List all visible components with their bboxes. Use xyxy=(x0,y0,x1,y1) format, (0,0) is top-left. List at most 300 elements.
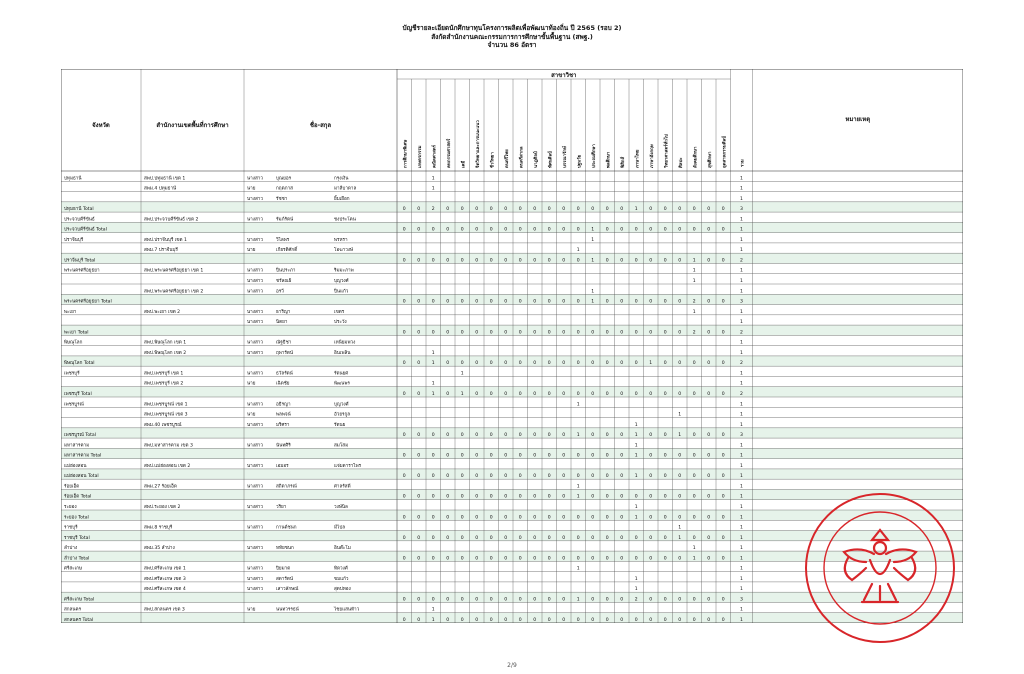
subject-total-cell: 0 xyxy=(431,453,435,459)
subject-total-cell: 1 xyxy=(460,392,464,397)
subject-total-cell: 0 xyxy=(692,474,696,480)
province-total-label: มหาสารคาม Total xyxy=(64,453,102,459)
subject-total-cell: 0 xyxy=(562,207,566,213)
row-total-cell: 2 xyxy=(740,392,743,397)
subject-total-cell: 0 xyxy=(533,361,537,367)
subject-total-cell: 0 xyxy=(649,474,653,480)
subject-total-cell: 0 xyxy=(417,597,421,603)
province-cell: สกลนคร xyxy=(64,607,82,613)
subject-count-cell: 1 xyxy=(692,268,696,274)
subject-total-cell: 0 xyxy=(576,618,580,623)
first-name: ชรัลณธิ xyxy=(276,279,292,284)
subject-total-cell: 0 xyxy=(547,556,551,562)
subject-header: ดนตรีไทย xyxy=(504,149,510,168)
subject-total-cell: 0 xyxy=(678,361,682,367)
last-name: พรหรา xyxy=(334,237,348,243)
subject-total-cell: 0 xyxy=(533,299,537,305)
row-total-cell: 1 xyxy=(740,381,743,387)
subject-total-cell: 0 xyxy=(620,361,624,367)
subject-total-cell: 0 xyxy=(649,597,653,603)
subject-total-cell: 0 xyxy=(417,618,421,623)
last-name: ทิดวงศ์ xyxy=(334,566,348,572)
subject-total-cell: 0 xyxy=(417,474,421,480)
subject-total-cell: 0 xyxy=(460,494,464,500)
subject-total-cell: 0 xyxy=(533,207,537,213)
subject-header: ชีววิทยา xyxy=(490,152,496,168)
subject-total-cell: 0 xyxy=(605,207,609,213)
subject-total-cell: 0 xyxy=(431,330,435,336)
subject-total-cell: 0 xyxy=(620,474,624,480)
subject-total-cell: 1 xyxy=(591,227,595,233)
province-total-label: สกลนคร Total xyxy=(64,618,94,623)
row-total-cell: 1 xyxy=(740,186,743,192)
subject-total-cell: 0 xyxy=(634,330,638,336)
province-cell: พระนครศรีอยุธยา xyxy=(64,268,100,274)
name-title: นางสาว xyxy=(247,320,263,326)
row-total-cell: 1 xyxy=(740,474,743,480)
province-cell: ปราจีนบุรี xyxy=(64,237,84,243)
subject-total-cell: 0 xyxy=(475,453,479,459)
subject-total-cell: 0 xyxy=(518,535,522,541)
subject-total-cell: 0 xyxy=(489,392,493,397)
subject-total-cell: 0 xyxy=(489,453,493,459)
row-total-cell: 1 xyxy=(740,463,743,469)
subject-total-cell: 0 xyxy=(649,433,653,439)
first-name: เฉิดชัย xyxy=(276,381,290,387)
row-total-cell: 1 xyxy=(740,453,743,459)
subject-total-cell: 0 xyxy=(504,597,508,603)
office-cell: สพม.8 ราชบุรี xyxy=(144,525,173,531)
first-name: เกียรติศักดิ์ xyxy=(276,248,298,254)
row-total-cell: 3 xyxy=(740,433,743,439)
subject-total-cell: 0 xyxy=(504,258,508,264)
subject-total-cell: 0 xyxy=(460,535,464,541)
subject-total-cell: 0 xyxy=(533,392,537,397)
subject-total-cell: 0 xyxy=(533,597,537,603)
last-name: สมโสม xyxy=(334,443,349,449)
row-total-cell: 1 xyxy=(740,289,743,295)
subject-total-cell: 0 xyxy=(533,618,537,623)
subject-total-cell: 0 xyxy=(707,474,711,480)
first-name: วริยา xyxy=(276,505,287,510)
subject-total-cell: 0 xyxy=(489,618,493,623)
name-title: นางสาว xyxy=(247,443,263,449)
subject-total-cell: 0 xyxy=(707,207,711,213)
subject-total-cell: 0 xyxy=(446,535,450,541)
subject-total-cell: 1 xyxy=(649,361,653,367)
subject-header: คหกรรมศาสตร์ xyxy=(446,138,452,168)
subject-total-cell: 0 xyxy=(446,597,450,603)
subject-total-cell: 0 xyxy=(620,597,624,603)
subject-total-cell: 0 xyxy=(417,515,421,521)
name-title: นางสาว xyxy=(247,350,263,356)
subject-total-cell: 0 xyxy=(692,597,696,603)
subject-total-cell: 0 xyxy=(518,227,522,233)
subject-total-cell: 0 xyxy=(663,618,667,623)
subject-count-cell: 1 xyxy=(431,186,435,192)
office-cell: สพม.27 ร้อยเอ็ด xyxy=(144,484,177,490)
subject-total-cell: 0 xyxy=(504,494,508,500)
subject-total-cell: 0 xyxy=(460,597,464,603)
subject-total-cell: 1 xyxy=(634,453,638,459)
subject-total-cell: 0 xyxy=(663,258,667,264)
header-name: ชื่อ-สกุล xyxy=(309,122,332,129)
subject-total-cell: 0 xyxy=(475,515,479,521)
last-name: เหนียมพ่วง xyxy=(334,340,356,346)
name-title: นางสาว xyxy=(247,422,263,428)
name-title: นาย xyxy=(247,412,256,418)
subject-total-cell: 0 xyxy=(591,494,595,500)
row-total-cell: 1 xyxy=(740,237,743,243)
subject-total-cell: 0 xyxy=(547,618,551,623)
subject-total-cell: 0 xyxy=(576,330,580,336)
subject-total-cell: 0 xyxy=(707,227,711,233)
first-name: หทัยชนก xyxy=(276,546,294,552)
document-title xyxy=(0,24,1024,50)
subject-total-cell: 0 xyxy=(475,618,479,623)
subject-total-cell: 0 xyxy=(562,392,566,397)
last-name: โอฆาวงษ์ xyxy=(334,248,354,254)
subject-total-cell: 0 xyxy=(460,258,464,264)
subject-total-cell: 0 xyxy=(591,433,595,439)
subject-total-cell: 1 xyxy=(431,392,435,397)
row-total-cell: 1 xyxy=(740,484,743,490)
subject-total-cell: 0 xyxy=(707,515,711,521)
subject-total-cell: 0 xyxy=(605,453,609,459)
subject-total-cell: 0 xyxy=(605,361,609,367)
subject-total-cell: 0 xyxy=(678,618,682,623)
first-name: นันทศิริ xyxy=(276,443,291,449)
subject-total-cell: 0 xyxy=(663,433,667,439)
subject-total-cell: 0 xyxy=(518,556,522,562)
subject-total-cell: 0 xyxy=(576,258,580,264)
subject-total-cell: 0 xyxy=(620,515,624,521)
subject-total-cell: 0 xyxy=(721,299,725,305)
subject-total-cell: 0 xyxy=(591,556,595,562)
subject-total-cell: 0 xyxy=(721,535,725,541)
subject-total-cell: 0 xyxy=(518,453,522,459)
first-name: นนทวรรธน์ xyxy=(276,607,299,613)
subject-total-cell: 0 xyxy=(547,361,551,367)
province-total-label: ราชบุรี Total xyxy=(64,535,90,541)
subject-total-cell: 0 xyxy=(562,618,566,623)
subject-total-cell: 0 xyxy=(533,515,537,521)
subject-total-cell: 0 xyxy=(402,618,406,623)
name-title: นางสาว xyxy=(247,484,263,490)
subject-total-cell: 0 xyxy=(591,392,595,397)
subject-total-cell: 0 xyxy=(475,494,479,500)
subject-count-cell: 1 xyxy=(634,576,638,582)
subject-header: ศิลปะ xyxy=(678,157,684,168)
subject-total-cell: 0 xyxy=(576,361,580,367)
subject-total-cell: 0 xyxy=(721,392,725,397)
name-title: นางสาว xyxy=(247,279,263,284)
subject-total-cell: 0 xyxy=(504,474,508,480)
subject-total-cell: 0 xyxy=(417,556,421,562)
province-total-label: เพชรบุรี Total xyxy=(64,392,92,397)
subject-total-cell: 0 xyxy=(460,474,464,480)
subject-total-cell: 0 xyxy=(678,515,682,521)
subject-total-cell: 0 xyxy=(678,453,682,459)
subject-total-cell: 0 xyxy=(663,494,667,500)
subject-total-cell: 0 xyxy=(721,361,725,367)
subject-total-cell: 0 xyxy=(721,556,725,562)
last-name: กรุงเงิน xyxy=(334,176,349,182)
subject-total-cell: 0 xyxy=(576,515,580,521)
subject-total-cell: 0 xyxy=(692,227,696,233)
subject-header: บรรณารักษ์ xyxy=(562,146,568,168)
subject-header: ปฐมวัย xyxy=(577,154,583,168)
name-title: นางสาว xyxy=(247,371,263,377)
subject-total-cell: 0 xyxy=(402,258,406,264)
subject-total-cell: 0 xyxy=(605,535,609,541)
subject-total-cell: 0 xyxy=(605,299,609,305)
subject-total-cell: 0 xyxy=(721,433,725,439)
province-total-label: ร้อยเอ็ด Total xyxy=(64,494,92,500)
subject-total-cell: 0 xyxy=(562,227,566,233)
subject-total-cell: 0 xyxy=(431,597,435,603)
subject-total-cell: 0 xyxy=(417,433,421,439)
office-cell: สพป.ปทุมธานี เขต 1 xyxy=(144,176,186,182)
subject-total-cell: 0 xyxy=(489,207,493,213)
subject-total-cell: 0 xyxy=(431,556,435,562)
subject-total-cell: 0 xyxy=(591,474,595,480)
subject-header: เคมี xyxy=(461,160,467,168)
subject-total-cell: 0 xyxy=(591,618,595,623)
subject-header: เกษตรกรรม xyxy=(417,145,423,168)
row-total-cell: 1 xyxy=(740,309,743,315)
subject-total-cell: 0 xyxy=(533,535,537,541)
row-total-cell: 1 xyxy=(740,576,743,582)
subject-count-cell: 1 xyxy=(634,443,638,449)
first-name: กฤตภาส xyxy=(276,186,293,192)
province-cell: เพชรบุรี xyxy=(64,371,80,377)
subject-header: ภาษาอังกฤษ xyxy=(649,144,655,168)
subject-total-cell: 0 xyxy=(518,618,522,623)
subject-total-cell: 0 xyxy=(649,453,653,459)
last-name: มาลีบาดาล xyxy=(334,186,357,192)
subject-total-cell: 0 xyxy=(518,494,522,500)
row-total-cell: 1 xyxy=(740,515,743,521)
last-name: ชงประโคน xyxy=(334,217,356,223)
subject-total-cell: 0 xyxy=(649,258,653,264)
first-name: วิไลพร xyxy=(276,237,290,243)
subject-total-cell: 1 xyxy=(634,433,638,439)
subject-total-cell: 0 xyxy=(431,535,435,541)
province-total-label: ศรีสะเกษ Total xyxy=(64,597,95,603)
name-title: นางสาว xyxy=(247,309,263,315)
province-cell: ศรีสะเกษ xyxy=(64,566,83,572)
last-name: ริมมะภาพ xyxy=(334,268,354,274)
subject-total-cell: 0 xyxy=(402,227,406,233)
subject-total-cell: 0 xyxy=(475,227,479,233)
subject-total-cell: 0 xyxy=(460,207,464,213)
subject-total-cell: 0 xyxy=(417,299,421,305)
office-cell: สพม.40 เพชรบูรณ์ xyxy=(144,422,182,428)
subject-total-cell: 0 xyxy=(649,556,653,562)
subject-total-cell: 0 xyxy=(431,515,435,521)
office-cell: สพป.พิษณุโลก เขต 1 xyxy=(144,340,187,346)
subject-total-cell: 0 xyxy=(475,597,479,603)
subject-total-cell: 0 xyxy=(460,453,464,459)
subject-total-cell: 0 xyxy=(402,556,406,562)
total-row-shade xyxy=(61,222,963,232)
row-total-cell: 1 xyxy=(740,443,743,449)
subject-total-cell: 0 xyxy=(562,433,566,439)
last-name: อ้วยรกูล xyxy=(334,412,351,418)
subject-count-cell: 1 xyxy=(678,412,682,418)
last-name: เขตร xyxy=(334,309,345,315)
subject-total-cell: 0 xyxy=(533,433,537,439)
subject-total-cell: 2 xyxy=(692,330,696,336)
row-total-cell: 2 xyxy=(740,330,743,336)
subject-total-cell: 0 xyxy=(707,330,711,336)
subject-count-cell: 1 xyxy=(634,505,638,510)
subject-total-cell: 0 xyxy=(591,597,595,603)
subject-total-cell: 0 xyxy=(620,618,624,623)
name-title: นางสาว xyxy=(247,196,263,202)
subject-total-cell: 0 xyxy=(663,474,667,480)
province-cell: ราชบุรี xyxy=(64,525,78,531)
subject-total-cell: 0 xyxy=(562,597,566,603)
subject-total-cell: 0 xyxy=(576,227,580,233)
subject-total-cell: 0 xyxy=(663,330,667,336)
row-total-cell: 1 xyxy=(740,371,743,377)
subject-total-cell: 0 xyxy=(446,433,450,439)
row-total-cell: 2 xyxy=(740,258,743,264)
first-name: ปิยมาต xyxy=(276,566,291,572)
subject-total-cell: 0 xyxy=(634,392,638,397)
subject-total-cell: 0 xyxy=(504,618,508,623)
subject-total-cell: 0 xyxy=(504,361,508,367)
subject-total-cell: 0 xyxy=(402,474,406,480)
subject-total-cell: 0 xyxy=(489,535,493,541)
subject-total-cell: 0 xyxy=(620,433,624,439)
subject-total-cell: 0 xyxy=(663,556,667,562)
subject-total-cell: 0 xyxy=(460,515,464,521)
subject-header: อุตสาหกรรมศิลป์ xyxy=(722,135,728,168)
first-name: สถิตาภรณ์ xyxy=(276,484,297,490)
subject-total-cell: 0 xyxy=(591,207,595,213)
title-line-1: บัญชีรายละเอียดนักศึกษาทุนโครงการผลิตเพื่อพัฒนาท้องถิ่น ปี 2565 (รอบ 2) xyxy=(402,24,622,32)
subject-total-cell: 0 xyxy=(533,556,537,562)
subject-total-cell: 0 xyxy=(417,453,421,459)
subject-total-cell: 0 xyxy=(475,258,479,264)
subject-total-cell: 0 xyxy=(547,392,551,397)
subject-total-cell: 0 xyxy=(518,597,522,603)
subject-total-cell: 0 xyxy=(547,330,551,336)
subject-total-cell: 0 xyxy=(707,535,711,541)
subject-total-cell: 0 xyxy=(562,494,566,500)
subject-total-cell: 0 xyxy=(707,299,711,305)
subject-total-cell: 0 xyxy=(620,227,624,233)
province-cell: ลำปาง xyxy=(64,546,78,552)
subject-total-cell: 0 xyxy=(634,556,638,562)
province-cell: ร้อยเอ็ด xyxy=(64,484,80,490)
subject-total-cell: 0 xyxy=(402,597,406,603)
total-row-shade xyxy=(61,387,963,397)
last-name: ศาลรัสดี xyxy=(334,484,351,490)
page-number: 2/9 xyxy=(507,662,517,669)
subject-total-cell: 0 xyxy=(446,453,450,459)
subject-count-cell: 1 xyxy=(576,402,580,408)
subject-total-cell: 0 xyxy=(663,227,667,233)
subject-total-cell: 0 xyxy=(533,453,537,459)
subject-total-cell: 0 xyxy=(649,515,653,521)
subject-total-cell: 1 xyxy=(678,433,682,439)
subject-total-cell: 0 xyxy=(417,494,421,500)
office-cell: สพม.4 ปทุมธานี xyxy=(144,186,177,192)
province-total-label: พะเยา Total xyxy=(64,330,89,336)
province-cell: แม่ฮ่องสอน xyxy=(64,463,87,469)
subject-total-cell: 0 xyxy=(446,618,450,623)
subject-count-cell: 1 xyxy=(634,422,638,428)
row-total-cell: 1 xyxy=(740,587,743,593)
name-title: นางสาว xyxy=(247,546,263,552)
subject-total-cell: 1 xyxy=(576,433,580,439)
subject-total-cell: 0 xyxy=(692,207,696,213)
subject-total-cell: 0 xyxy=(707,597,711,603)
province-total-label: ประจวบคีรีขันธ์ Total xyxy=(64,227,107,233)
subject-total-cell: 0 xyxy=(692,361,696,367)
subject-total-cell: 0 xyxy=(402,453,406,459)
subject-count-cell: 1 xyxy=(576,566,580,572)
row-total-cell: 1 xyxy=(740,422,743,428)
subject-total-cell: 0 xyxy=(504,515,508,521)
total-row-shade xyxy=(61,428,963,438)
subject-total-cell: 1 xyxy=(576,597,580,603)
province-cell: มหาสารคาม xyxy=(64,443,90,449)
subject-count-cell: 1 xyxy=(431,607,435,613)
subject-header: สังคมศึกษา xyxy=(693,146,699,168)
name-title: นาย xyxy=(247,381,256,387)
subject-total-cell: 0 xyxy=(707,556,711,562)
first-name: ธาริญา xyxy=(276,309,291,315)
subject-total-cell: 0 xyxy=(620,556,624,562)
subject-header: ประถมศึกษา xyxy=(591,144,597,168)
office-cell: สพป.สกลนคร เขต 3 xyxy=(144,607,185,613)
total-row-shade xyxy=(61,325,963,335)
subject-total-cell: 0 xyxy=(489,361,493,367)
subject-total-cell: 0 xyxy=(518,207,522,213)
name-title: นางสาว xyxy=(247,463,263,469)
subject-total-cell: 0 xyxy=(446,361,450,367)
name-title: นางสาว xyxy=(247,176,263,182)
subject-total-cell: 0 xyxy=(417,330,421,336)
first-name: มริศรา xyxy=(276,422,290,428)
subject-total-cell: 0 xyxy=(504,392,508,397)
subject-total-cell: 0 xyxy=(576,207,580,213)
subject-total-cell: 0 xyxy=(707,361,711,367)
first-name: สดารัตน์ xyxy=(276,576,293,582)
subject-total-cell: 0 xyxy=(475,433,479,439)
first-name: อรวี xyxy=(276,289,284,295)
subject-total-cell: 2 xyxy=(634,597,638,603)
subject-total-cell: 0 xyxy=(562,361,566,367)
subject-total-cell: 0 xyxy=(547,207,551,213)
subject-total-cell: 0 xyxy=(518,474,522,480)
subject-total-cell: 0 xyxy=(663,361,667,367)
subject-total-cell: 0 xyxy=(605,258,609,264)
subject-total-cell: 0 xyxy=(605,474,609,480)
subject-total-cell: 1 xyxy=(692,258,696,264)
subject-total-cell: 0 xyxy=(649,535,653,541)
office-cell: สพป.พะเยา เขต 2 xyxy=(144,309,181,315)
row-total-cell: 1 xyxy=(740,607,743,613)
subject-total-cell: 0 xyxy=(460,556,464,562)
subject-total-cell: 0 xyxy=(518,392,522,397)
row-total-cell: 1 xyxy=(740,176,743,182)
